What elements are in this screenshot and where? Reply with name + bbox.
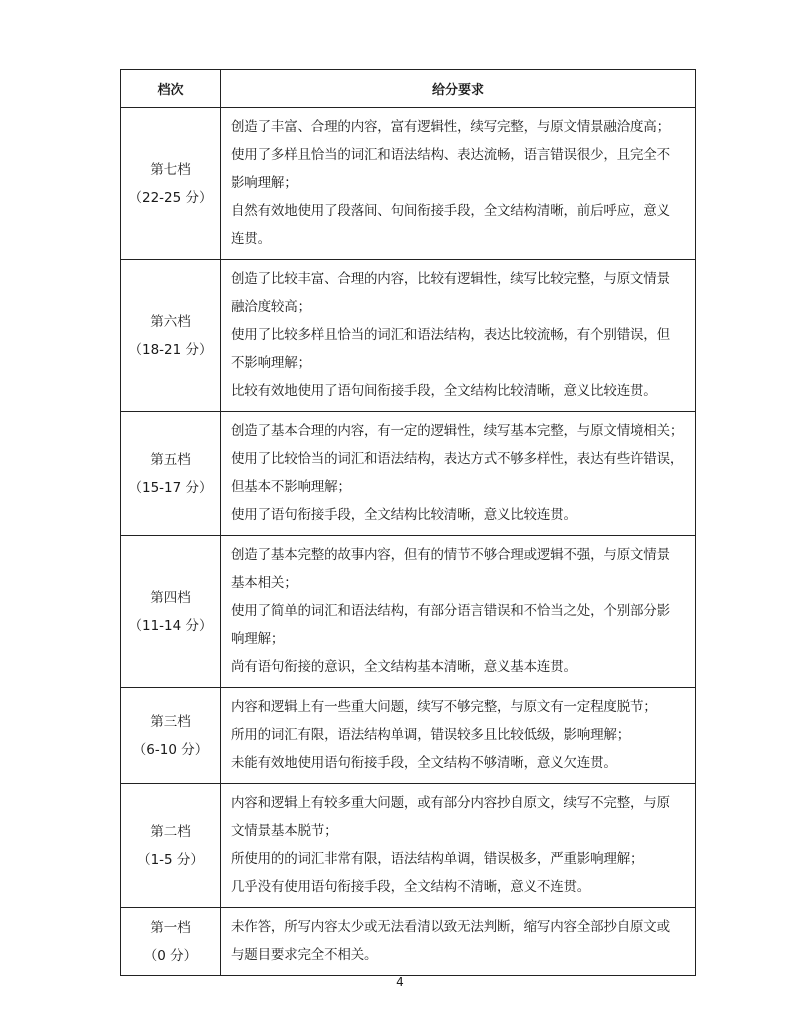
level-score-range: （6-10 分） bbox=[132, 741, 209, 758]
level-cell bbox=[121, 412, 221, 536]
level-score-range: （0 分） bbox=[143, 947, 198, 964]
level-score-range: （15-17 分） bbox=[128, 479, 213, 496]
level-cell bbox=[121, 784, 221, 908]
requirement-line: 影响理解； bbox=[231, 175, 298, 191]
level-cell bbox=[121, 260, 221, 412]
header-level: 档次 bbox=[121, 70, 221, 108]
requirement-line: 与题目要求完全不相关。 bbox=[231, 947, 378, 963]
requirement-line: 创造了基本合理的内容，有一定的逻辑性，续写基本完整，与原文情境相关； bbox=[231, 423, 684, 439]
requirement-line: 自然有效地使用了段落间、句间衔接手段，全文结构清晰，前后呼应，意义 bbox=[231, 203, 670, 219]
level-cell bbox=[121, 108, 221, 260]
requirement-line: 所用的词汇有限，语法结构单调，错误较多且比较低级，影响理解； bbox=[231, 727, 630, 743]
requirement-line: 使用了多样且恰当的词汇和语法结构、表达流畅，语言错误很少，且完全不 bbox=[231, 147, 670, 163]
table-body bbox=[121, 108, 696, 976]
requirement-cell bbox=[221, 108, 696, 260]
requirement-line: 未能有效地使用语句衔接手段，全文结构不够清晰，意义欠连贯。 bbox=[231, 755, 617, 771]
level-score-range: （1-5 分） bbox=[137, 851, 204, 868]
requirement-cell bbox=[221, 412, 696, 536]
table-row bbox=[121, 260, 696, 412]
level-name: 第二档 bbox=[150, 823, 191, 840]
requirement-line: 内容和逻辑上有一些重大问题，续写不够完整，与原文有一定程度脱节； bbox=[231, 699, 657, 715]
requirement-line: 使用了语句衔接手段，全文结构比较清晰，意义比较连贯。 bbox=[231, 507, 577, 523]
requirement-line: 所使用的的词汇非常有限，语法结构单调，错误极多，严重影响理解； bbox=[231, 851, 644, 867]
requirement-cell bbox=[221, 908, 696, 976]
level-cell bbox=[121, 536, 221, 688]
requirement-line: 创造了基本完整的故事内容，但有的情节不够合理或逻辑不强，与原文情景 bbox=[231, 547, 670, 563]
requirement-line: 响理解； bbox=[231, 631, 285, 647]
requirement-line: 创造了比较丰富、合理的内容，比较有逻辑性，续写比较完整，与原文情景 bbox=[231, 271, 670, 287]
level-name: 第三档 bbox=[150, 713, 191, 730]
requirement-line: 使用了简单的词汇和语法结构，有部分语言错误和不恰当之处，个别部分影 bbox=[231, 603, 670, 619]
level-score-range: （22-25 分） bbox=[128, 189, 213, 206]
requirement-line: 内容和逻辑上有较多重大问题，或有部分内容抄自原文，续写不完整，与原 bbox=[231, 795, 670, 811]
table-row bbox=[121, 108, 696, 260]
level-name: 第四档 bbox=[150, 589, 191, 606]
level-name: 第六档 bbox=[150, 313, 191, 330]
requirement-cell bbox=[221, 688, 696, 784]
table-row bbox=[121, 908, 696, 976]
requirement-line: 创造了丰富、合理的内容，富有逻辑性，续写完整，与原文情景融洽度高； bbox=[231, 119, 670, 135]
requirement-line: 文情景基本脱节； bbox=[231, 823, 338, 839]
level-cell bbox=[121, 688, 221, 784]
requirement-line: 尚有语句衔接的意识，全文结构基本清晰，意义基本连贯。 bbox=[231, 659, 577, 675]
requirement-line: 基本相关； bbox=[231, 575, 298, 591]
level-name: 第七档 bbox=[150, 161, 191, 178]
level-score-range: （11-14 分） bbox=[128, 617, 213, 634]
table-row bbox=[121, 784, 696, 908]
table-row bbox=[121, 688, 696, 784]
requirement-line: 比较有效地使用了语句间衔接手段，全文结构比较清晰，意义比较连贯。 bbox=[231, 383, 657, 399]
table-row bbox=[121, 412, 696, 536]
page-number: 4 bbox=[396, 975, 404, 989]
level-cell bbox=[121, 908, 221, 976]
requirement-line: 不影响理解； bbox=[231, 355, 311, 371]
requirement-cell bbox=[221, 536, 696, 688]
requirement-line: 融洽度较高； bbox=[231, 299, 311, 315]
requirement-line: 未作答，所写内容太少或无法看清以致无法判断，缩写内容全部抄自原文或 bbox=[231, 919, 670, 935]
requirement-cell bbox=[221, 784, 696, 908]
table-header-row bbox=[121, 70, 696, 108]
header-requirement: 给分要求 bbox=[221, 70, 696, 108]
requirement-line: 几乎没有使用语句衔接手段，全文结构不清晰，意义不连贯。 bbox=[231, 879, 591, 895]
requirement-line: 使用了比较多样且恰当的词汇和语法结构，表达比较流畅，有个别错误，但 bbox=[231, 327, 670, 343]
requirement-line: 使用了比较恰当的词汇和语法结构，表达方式不够多样性，表达有些许错误， bbox=[231, 451, 684, 467]
table-row bbox=[121, 536, 696, 688]
requirement-cell bbox=[221, 260, 696, 412]
requirement-line: 但基本不影响理解； bbox=[231, 479, 351, 495]
level-name: 第一档 bbox=[150, 919, 191, 936]
scoring-table bbox=[120, 69, 696, 976]
level-name: 第五档 bbox=[150, 451, 191, 468]
level-score-range: （18-21 分） bbox=[128, 341, 213, 358]
requirement-line: 连贯。 bbox=[231, 231, 271, 247]
